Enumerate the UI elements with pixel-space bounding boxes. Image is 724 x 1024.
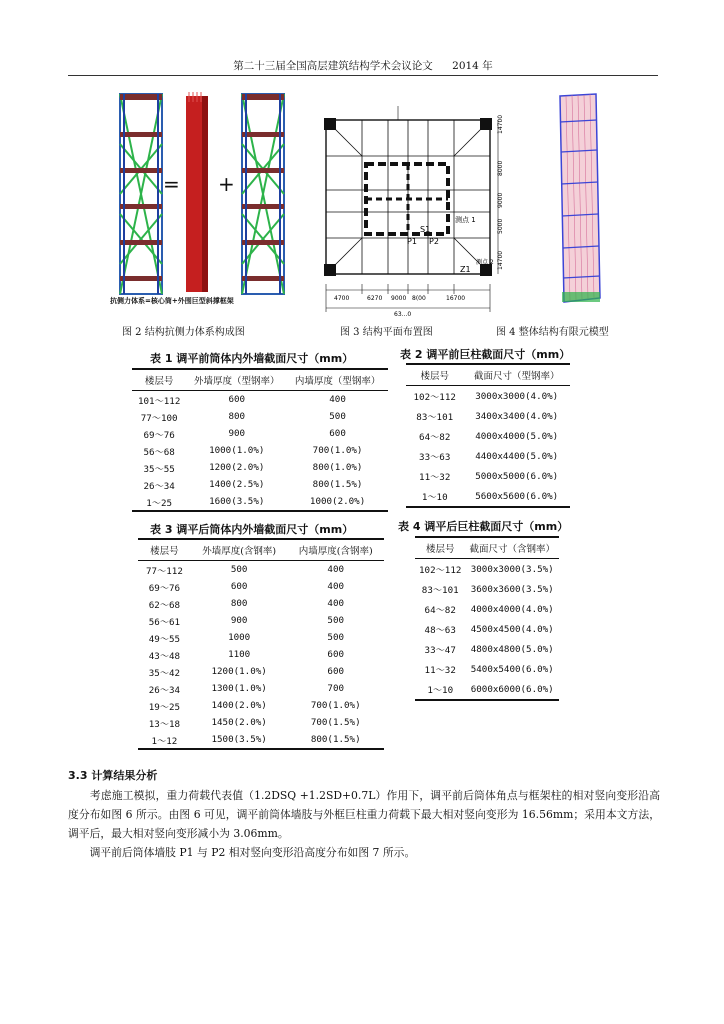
table-cell: 62～68	[148, 599, 181, 611]
table-cell: 35～55	[143, 463, 175, 475]
table-cell: 33～63	[419, 452, 451, 463]
table-cell: 500	[327, 632, 345, 643]
table-2-title: 表 2 调平前巨柱截面尺寸（mm）	[400, 348, 571, 361]
table-4	[415, 536, 559, 701]
table-row	[138, 663, 384, 680]
table-cell: 800(1.0%)	[312, 462, 363, 473]
label-measure-2: 测点 2	[476, 259, 494, 266]
table-cell: 700	[327, 683, 345, 694]
table-cell: 400	[327, 581, 345, 592]
table-cell: 400	[327, 598, 345, 609]
column-header: 楼层号	[415, 537, 465, 559]
table-row	[138, 612, 384, 629]
table-row	[415, 579, 559, 599]
table-cell: 3600x3600(3.5%)	[470, 583, 554, 595]
table-header-row	[415, 537, 559, 559]
table-4-title: 表 4 调平后巨柱截面尺寸（mm）	[398, 520, 569, 533]
table-cell: 11～32	[424, 665, 456, 676]
table-row	[138, 629, 384, 646]
table-cell: 800	[228, 411, 246, 422]
table-cell: 900	[228, 428, 246, 439]
table-row	[415, 679, 559, 700]
plus-sign: +	[218, 172, 235, 196]
figure-4-caption: 图 4 整体结构有限元模型	[496, 327, 609, 338]
table-cell: 4400x4400(5.0%)	[475, 450, 559, 462]
table-cell: 64～82	[419, 432, 451, 443]
column-header: 截面尺寸（型钢率）	[463, 364, 570, 386]
table-cell: 6000x6000(6.0%)	[465, 679, 559, 700]
table-cell: 1200(2.0%)	[209, 462, 265, 473]
table-row	[132, 459, 388, 476]
table-row	[415, 659, 559, 679]
figure-2-inner-caption: 抗侧力体系=核心筒+外围巨型斜撑框架	[110, 296, 234, 305]
braced-frame-tower-left	[120, 94, 162, 294]
table-cell: 700(1.0%)	[312, 445, 363, 456]
table-cell: 700(1.5%)	[310, 717, 361, 728]
table-row	[406, 446, 570, 466]
table-cell: 69～76	[143, 429, 175, 441]
table-cell: 1～12	[138, 731, 191, 749]
table-cell: 56～61	[148, 616, 181, 628]
conference-name: 第二十三届全国高层建筑结构学术会议论文	[233, 60, 433, 72]
table-cell: 35～42	[148, 667, 181, 679]
label-p2: P2	[429, 237, 439, 246]
table-cell: 3400x3400(4.0%)	[475, 410, 559, 422]
table-cell: 1500(3.5%)	[191, 731, 288, 749]
table-cell: 69～76	[148, 582, 181, 594]
table-row	[415, 619, 559, 639]
table-cell: 4800x4800(5.0%)	[470, 643, 554, 655]
table-1	[132, 368, 388, 512]
table-cell: 1～25	[132, 493, 186, 511]
table-cell: 48～63	[424, 625, 456, 636]
table-row	[132, 391, 388, 409]
equals-sign: =	[163, 172, 180, 196]
label-measure-1: 测点 1	[455, 216, 476, 224]
column-header: 截面尺寸（含钢率）	[465, 537, 559, 559]
dim-total: 63...0	[394, 311, 412, 318]
label-z1: Z1	[460, 265, 471, 274]
table-row	[132, 408, 388, 425]
table-row	[138, 714, 384, 731]
table-cell: 900	[230, 615, 248, 626]
table-cell: 77～100	[140, 412, 178, 424]
table-cell: 26～34	[143, 480, 175, 492]
label-p1: P1	[407, 237, 417, 246]
table-row	[132, 493, 388, 511]
table-row	[138, 697, 384, 714]
table-cell: 13～18	[148, 718, 181, 730]
header-year: 2014 年	[452, 60, 493, 72]
table-row	[406, 466, 570, 486]
column-header: 外墙厚度(含钢率)	[191, 539, 288, 561]
table-cell: 49～55	[148, 633, 181, 645]
table-cell: 102～112	[419, 565, 462, 576]
label-s1: S1	[420, 225, 431, 234]
dim-right-2: 8000	[497, 160, 504, 176]
dim-right-1: 14700	[497, 114, 504, 134]
table-cell: 1200(1.0%)	[211, 666, 267, 677]
table-cell: 4000x4000(5.0%)	[475, 430, 559, 442]
table-row	[132, 425, 388, 442]
table-cell: 1450(2.0%)	[211, 717, 267, 728]
figure-2-drawing	[112, 90, 292, 312]
section-heading: 3.3 计算结果分析	[68, 769, 158, 782]
table-header-row	[406, 364, 570, 386]
column-header: 楼层号	[132, 369, 186, 391]
table-cell: 26～34	[148, 684, 181, 696]
table-cell: 77～112	[146, 565, 183, 577]
table-row	[406, 406, 570, 426]
figure-2-caption: 图 2 结构抗侧力体系构成图	[122, 327, 245, 338]
table-cell: 800(1.5%)	[312, 479, 363, 490]
table-row	[406, 486, 570, 507]
table-cell: 4500x4500(4.0%)	[470, 623, 554, 635]
table-cell: 400	[329, 394, 346, 405]
dim-right-4: 5000	[497, 218, 504, 234]
table-cell: 1～10	[415, 679, 465, 700]
table-cell: 11～32	[419, 472, 451, 483]
table-cell: 1300(1.0%)	[211, 683, 267, 694]
table-cell: 1000(1.0%)	[209, 445, 265, 456]
table-cell: 5600x5600(6.0%)	[463, 486, 570, 507]
braced-frame-tower-right	[242, 94, 284, 294]
table-cell: 1～10	[406, 486, 463, 507]
table-cell: 600	[327, 666, 345, 677]
table-3-title: 表 3 调平后筒体内外墙截面尺寸（mm）	[150, 523, 354, 536]
finite-element-model	[556, 92, 606, 306]
core-tube	[186, 92, 208, 292]
dim-bottom-1: 4700	[334, 295, 350, 302]
table-row	[138, 680, 384, 697]
table-header-row	[138, 539, 384, 561]
table-cell: 600	[230, 581, 248, 592]
column-header: 内墙厚度(含钢率)	[287, 539, 384, 561]
table-row	[138, 595, 384, 612]
column-header: 楼层号	[138, 539, 191, 561]
table-cell: 19～25	[148, 701, 181, 713]
table-row	[138, 646, 384, 663]
body-paragraph: 调平前后筒体墙肢 P1 与 P2 相对竖向变形沿高度分布如图 7 所示。	[68, 846, 416, 859]
table-row	[132, 442, 388, 459]
table-cell: 800(1.5%)	[287, 731, 384, 749]
dim-bottom-4: 8(00	[412, 295, 426, 302]
page-header	[68, 58, 658, 76]
dim-right-3: 9000	[497, 192, 504, 208]
table-cell: 83～101	[416, 412, 454, 423]
table-cell: 64～82	[424, 605, 456, 616]
figure-3-caption: 图 3 结构平面布置图	[340, 327, 433, 338]
table-cell: 1600(3.5%)	[186, 493, 287, 511]
table-cell: 3000x3000(4.0%)	[475, 390, 559, 402]
table-cell: 500	[329, 411, 346, 422]
table-cell: 1400(2.0%)	[211, 700, 267, 711]
figure-2	[112, 90, 292, 312]
table-row	[415, 559, 559, 580]
table-cell: 400	[327, 564, 345, 575]
table-row	[138, 561, 384, 579]
table-cell: 600	[327, 649, 345, 660]
table-cell: 83～101	[421, 585, 459, 596]
table-cell: 1000	[228, 632, 251, 643]
table-cell: 1100	[228, 649, 251, 660]
table-cell: 5000x5000(6.0%)	[475, 470, 559, 482]
table-cell: 800	[230, 598, 248, 609]
dim-bottom-5: 16700	[446, 295, 466, 302]
dim-right-5: 14700	[497, 250, 504, 270]
column-header: 外墙厚度（型钢率）	[186, 369, 287, 391]
table-cell: 102～112	[413, 392, 456, 403]
table-cell: 4000x4000(4.0%)	[470, 603, 554, 615]
table-3	[138, 538, 384, 750]
table-cell: 1400(2.5%)	[209, 479, 265, 490]
table-cell: 3000x3000(3.5%)	[470, 563, 554, 575]
table-cell: 101～112	[137, 395, 181, 407]
table-cell: 600	[228, 394, 246, 405]
table-row	[138, 578, 384, 595]
body-paragraph: 考虑施工模拟，重力荷载代表值（1.2DSQ +1.2SD+0.7L）作用下，调平前后筒体角点与框架柱的相对竖向变形沿高度分布如图 6 所示。由图 6 可见，调平前筒体墙肢与外框巨柱重力荷载下最大相对竖向变形为 16.56mm；采用本文方法，调平后，最大相对竖向变形减小为 3.06mm。	[68, 789, 660, 840]
table-cell: 33～47	[424, 645, 456, 656]
table-row	[406, 386, 570, 407]
column-header: 楼层号	[406, 364, 463, 386]
figure-4	[556, 92, 606, 306]
table-cell: 700(1.0%)	[310, 700, 361, 711]
table-cell: 500	[327, 615, 345, 626]
table-2	[406, 363, 570, 508]
table-row	[132, 476, 388, 493]
dim-bottom-2: 6270	[367, 295, 383, 302]
figure-3-plan	[318, 104, 508, 318]
table-cell: 1000(2.0%)	[287, 493, 388, 511]
table-cell: 56～68	[143, 446, 175, 458]
dim-bottom-3: 9000	[391, 295, 407, 302]
table-header-row	[132, 369, 388, 391]
table-cell: 43～48	[148, 650, 181, 662]
table-cell: 600	[329, 428, 346, 439]
table-row	[406, 426, 570, 446]
table-1-title: 表 1 调平前筒体内外墙截面尺寸（mm）	[150, 352, 354, 365]
table-cell: 500	[230, 564, 248, 575]
table-row	[415, 639, 559, 659]
column-header: 内墙厚度（型钢率）	[287, 369, 388, 391]
table-cell: 5400x5400(6.0%)	[470, 663, 554, 675]
figure-3	[318, 104, 508, 318]
table-row	[415, 599, 559, 619]
table-row	[138, 731, 384, 749]
